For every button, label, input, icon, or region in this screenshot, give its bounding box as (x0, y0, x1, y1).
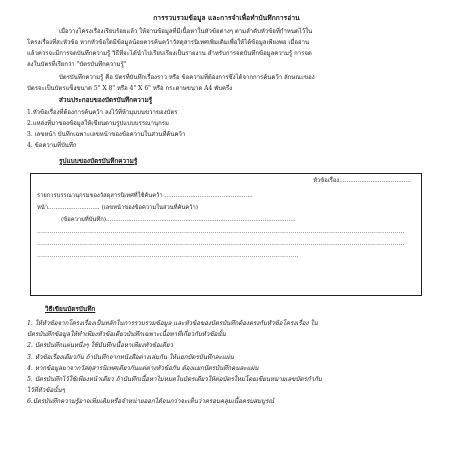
card-topic-line: หัวข้อเรื่อง....................................... (313, 178, 411, 184)
list-item: บัตรบันทึกข้อมูลให้ทำเพียงหัวข้อเดียวบันทึกเฉพาะเนื้อหาที่เกี่ยวกับหัวข้อนั้น (27, 331, 226, 339)
intro-line: โครงเรื่องที่สะหัวข้อ หากหัวข้อใดมีข้อมูลน้อยควรค้นคว้าวัสดุสารนิเทศเพิ่มเติมเพื่อให้ได้ข้อมูลเพียงพอ เมื่ออ่าน (27, 39, 310, 46)
document-title: การรวบรวมข้อมูล และการจำเพื่อทำบันทึกการอ่าน (153, 14, 300, 22)
card-definition-line: บัตรจะเป็นบัตรแข็งขนาด 5" X 8" หรือ 4" X 6" หรือ กระดาษขนาด A4 พับครึ่ง (27, 85, 233, 92)
card-dotted-line: .................................................................................................................................................................................... (37, 229, 405, 235)
card-dotted-line: ................................................................................................................................ (37, 253, 299, 259)
card-dotted-line: .................................................................................................................................................................................... (37, 241, 405, 247)
list-item: ไว้ที่หัวข้อนั้นๆ (27, 387, 65, 395)
card-note-line: (ข้อความที่บันทึก)....................................................................................................... (61, 217, 296, 223)
list-item: 4. หากข้อมูลมาจากวัสดุสารนิเทศเดียวกันแต่ต่างหัวข้อกัน ต้องแยกบัตรบันทึกคนละแผ่น (27, 364, 259, 372)
intro-line: เมื่อวางโครงเรื่องเรียบร้อยแล้ว ให้อ่านข้อมูลที่มีเนื้อหาในหัวข้อต่างๆ ตามลำดับหัวข้อที่กำหนดไว้ใน (59, 28, 313, 35)
list-item: 1. ให้หัวข้อจากโครงเรื่องเป็นหลักในการรวบรวมข้อมูล และหัวข้อของบัตรบันทึกต้องตรงกับหัวข้อโครงเรื่อง ใน (27, 320, 318, 327)
card-page-line: หน้า............................ (เลขหน้าของข้อความในส่วนที่ค้นคว้า) (37, 205, 199, 211)
method-heading: วิธีเขียนบัตรบันทึก (45, 305, 96, 313)
components-list (27, 107, 427, 151)
intro-line: ลงในบัตรที่เรียกว่า "บัตรบันทึกความรู้" (27, 61, 127, 68)
card-definition-line: บัตรบันทึกความรู้ คือ บัตรที่บันทึกเรื่องราว หรือ ข้อความที่ต้องการซึ่งได้จากการค้นคว้า ลักษณะของ (59, 74, 315, 81)
note-card-template (30, 173, 422, 296)
list-item: 4. ข้อความที่บันทึก (27, 142, 77, 149)
list-item: 1.หัวข้อเรื่องที่ต้องการค้นคว้า ลงไว้ที่ห้ามุมบนขวาของบัตร (27, 109, 178, 116)
method-list (27, 318, 437, 408)
list-item: 2. บัตรบันทึกแผ่นหนึ่งๆ ใช้บันทึกเนื้อหาเพียงหัวข้อเดียว (27, 342, 173, 350)
intro-paragraph (27, 26, 427, 70)
list-item: 5. บัตรบันทึกไว้ใช้เพียงหน้าเดียว ถ้าบันทึกเนื้อหาไม่หมดในบัตรเดียวให้ต่อบัตรใหม่โดยเขียนหมายเลขบัตรกำกับ (27, 376, 322, 384)
card-definition-paragraph (27, 72, 427, 94)
intro-line: แล้วควรจะมีการจดบันทึกความรู้ วิธีที่จะได้นำไปเรียบเรียงเป็นรายงาน สำหรับการจดบันทึกข้อมูลความรู้ การจด (27, 50, 312, 57)
list-item: 6.บัตรบันทึกความรู้อาจเพิ่มเติมหรือจำหน่ายออกได้จนกว่าจะเห็นว่าครอบคลุมเนื้อครบสมบูรณ์ (27, 398, 275, 406)
list-item: 3. เลขหน้า บันทึกเฉพาะเลขหน้าของข้อความในส่วนที่ค้นคว้า (27, 131, 186, 138)
card-bibliography-line: รายการบรรณานุกรมของวัสดุสารนิเทศที่ใช้ค้นคว้า ................................................ (37, 193, 253, 199)
card-format-heading: รูปแบบของบัตรบันทึกความรู้ (59, 157, 138, 165)
components-heading: ส่วนประกอบของบัตรบันทึกความรู้ (59, 96, 153, 104)
list-item: 2.แหล่งที่มาของข้อมูลให้เขียนตามรูปแบบบรรณานุกรม (27, 120, 169, 127)
list-item: 3. หัวข้อเรื่องเดียวกัน ถ้าบันทึกจากหนังสือต่างเล่มกัน ให้แยกบัตรบันทึกละแผ่น (27, 353, 234, 361)
